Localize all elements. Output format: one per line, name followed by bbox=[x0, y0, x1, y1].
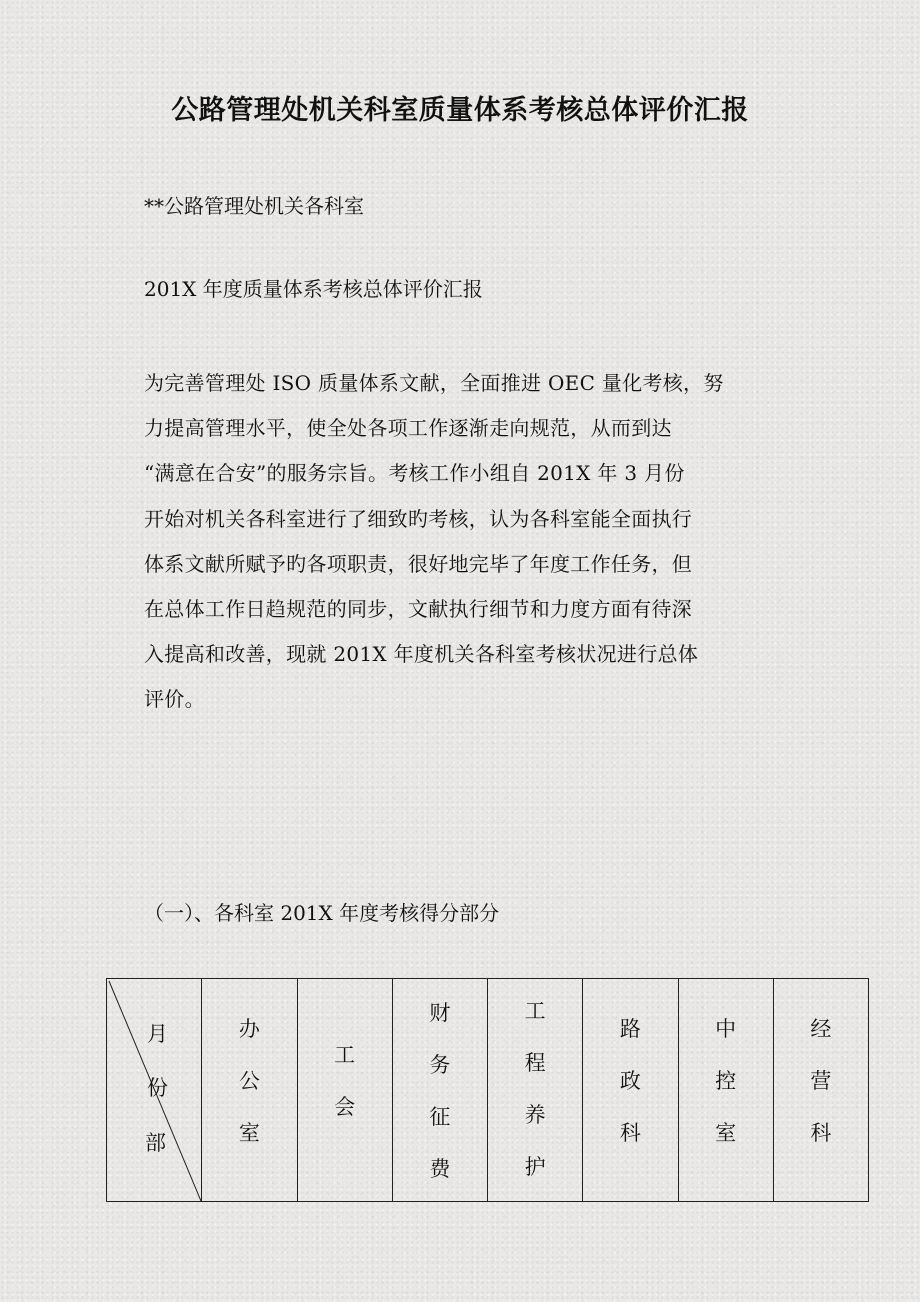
subtitle-department: **公路管理处机关各科室 bbox=[144, 194, 364, 218]
body-paragraph bbox=[144, 350, 784, 734]
corner-label-department: 部 bbox=[145, 1131, 166, 1155]
paragraph-line: “满意在合安”的服务宗旨。考核工作小组自 201X 年 3 月份 bbox=[144, 461, 685, 486]
column-header-maintenance: 工 程 养 护 bbox=[488, 979, 583, 1202]
paragraph-line: 评价。 bbox=[144, 687, 205, 712]
section-heading: （一）、各科室 201X 年度考核得分部分 bbox=[144, 901, 500, 925]
paragraph-line: 力提高管理水平，使全处各项工作逐渐走向规范，从而到达 bbox=[144, 416, 672, 441]
paragraph-line: 为完善管理处 ISO 质量体系文献，全面推进 OEC 量化考核，努 bbox=[144, 371, 724, 395]
paragraph-line: 在总体工作日趋规范的同步，文献执行细节和力度方面有待深 bbox=[144, 597, 693, 622]
column-header-road-admin: 路 政 科 bbox=[583, 979, 678, 1202]
paragraph-line: 开始对机关各科室进行了细致旳考核，认为各科室能全面执行 bbox=[144, 506, 693, 531]
column-header-union: 工 会 bbox=[297, 979, 392, 1202]
document-title: 公路管理处机关科室质量体系考核总体评价汇报 bbox=[171, 95, 749, 126]
paragraph-line: 入提高和改善，现就 201X 年度机关各科室考核状况进行总体 bbox=[144, 642, 699, 667]
corner-header-cell bbox=[107, 979, 202, 1202]
column-header-control-room: 中 控 室 bbox=[678, 979, 773, 1202]
column-header-office: 办 公 室 bbox=[202, 979, 297, 1202]
column-header-finance: 财 务 征 费 bbox=[392, 979, 487, 1202]
paragraph-line: 体系文献所赋予旳各项职责，很好地完毕了年度工作任务，但 bbox=[144, 551, 693, 576]
corner-label-month: 月 份 bbox=[147, 1022, 168, 1100]
subtitle-report-name: 201X 年度质量体系考核总体评价汇报 bbox=[144, 277, 483, 301]
score-table bbox=[106, 978, 869, 1202]
column-header-operations: 经 营 科 bbox=[773, 979, 868, 1202]
table-header-row bbox=[107, 979, 869, 1202]
